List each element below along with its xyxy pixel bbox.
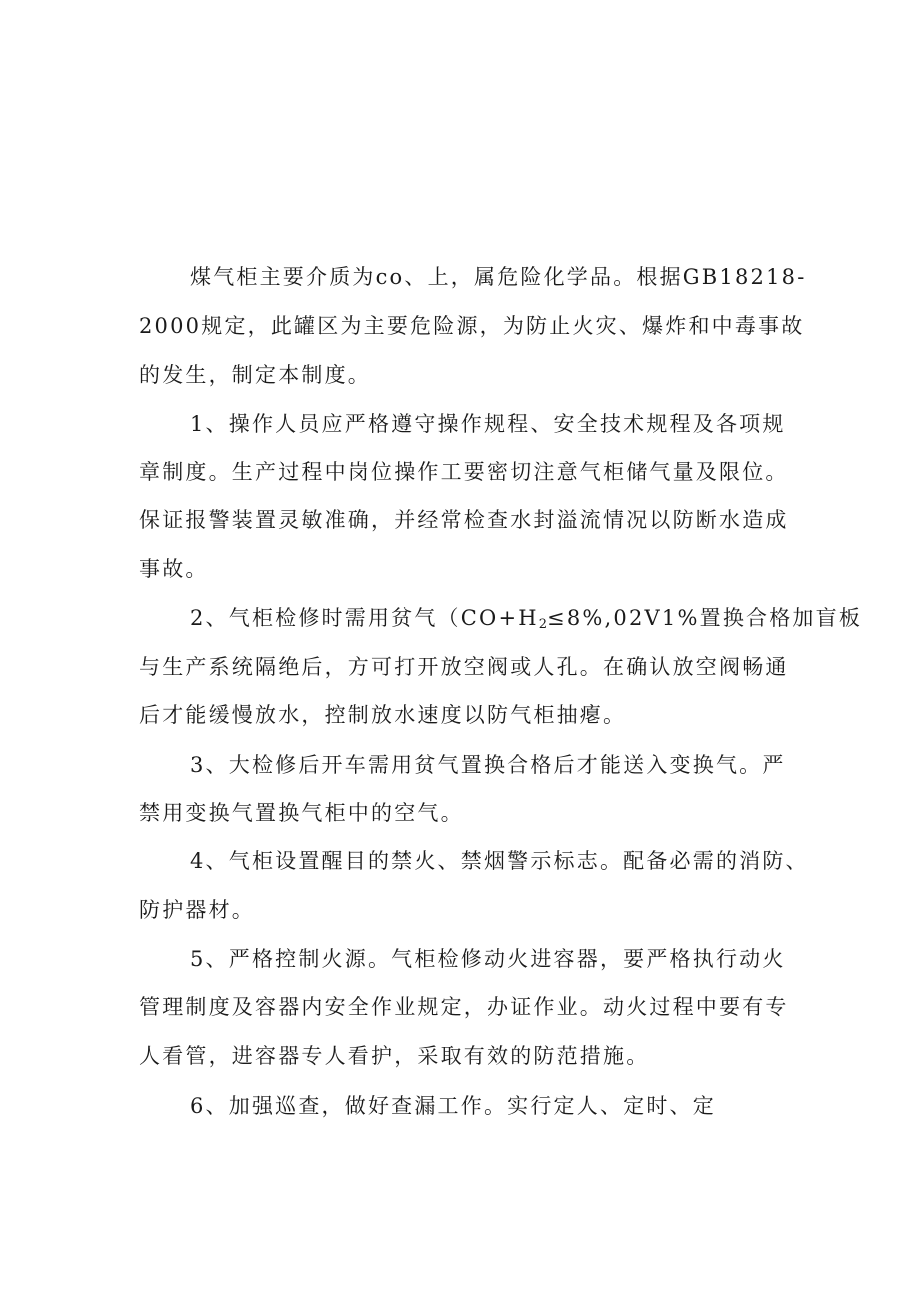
paragraph-2-line-1-start: 2、气柜检修时需用贫气（CO+H [190,606,539,630]
paragraph-2-line-3: 后才能缓慢放水，控制放水速度以防气柜抽瘪。 [139,703,627,727]
paragraph-5-line-1: 5、严格控制火源。气柜检修动火进容器，要严格执行动火 [190,947,786,971]
paragraph-intro-line-3: 的发生，制定本制度。 [139,363,371,387]
paragraph-3-line-2: 禁用变换气置换气柜中的空气。 [139,801,464,825]
paragraph-6-line-1: 6、加强巡查，做好查漏工作。实行定人、定时、定 [190,1094,716,1118]
subscript-2: 2 [538,617,548,632]
paragraph-1-line-1: 1、操作人员应严格遵守操作规程、安全技术规程及各项规 [190,412,786,436]
paragraph-1-line-2: 章制度。生产过程中岗位操作工要密切注意气柜储气量及限位。 [139,460,789,484]
paragraph-5-line-2: 管理制度及容器内安全作业规定，办证作业。动火过程中要有专 [139,995,789,1019]
paragraph-4-line-2: 防护器材。 [139,898,255,922]
paragraph-1-line-4: 事故。 [139,557,209,581]
paragraph-3-line-1: 3、大检修后开车需用贫气置换合格后才能送入变换气。严 [190,753,786,777]
paragraph-4-line-1: 4、气柜设置醒目的禁火、禁烟警示标志。配备必需的消防、 [190,849,809,873]
paragraph-2-line-1 [190,603,862,633]
paragraph-intro-line-2: 2000规定，此罐区为主要危险源，为防止火灾、爆炸和中毒事故 [139,314,805,338]
paragraph-2-line-2: 与生产系统隔绝后，方可打开放空阀或人孔。在确认放空阀畅通 [139,655,789,679]
paragraph-1-line-3: 保证报警装置灵敏准确，并经常检查水封溢流情况以防断水造成 [139,508,789,532]
paragraph-5-line-3: 人看管，进容器专人看护，采取有效的防范措施。 [139,1044,650,1068]
paragraph-2-line-1-end: ≤8%,02V1%置换合格加盲板 [547,606,863,630]
paragraph-intro-line-1: 煤气柜主要介质为co、上，属危险化学品。根据GB18218- [190,265,807,289]
